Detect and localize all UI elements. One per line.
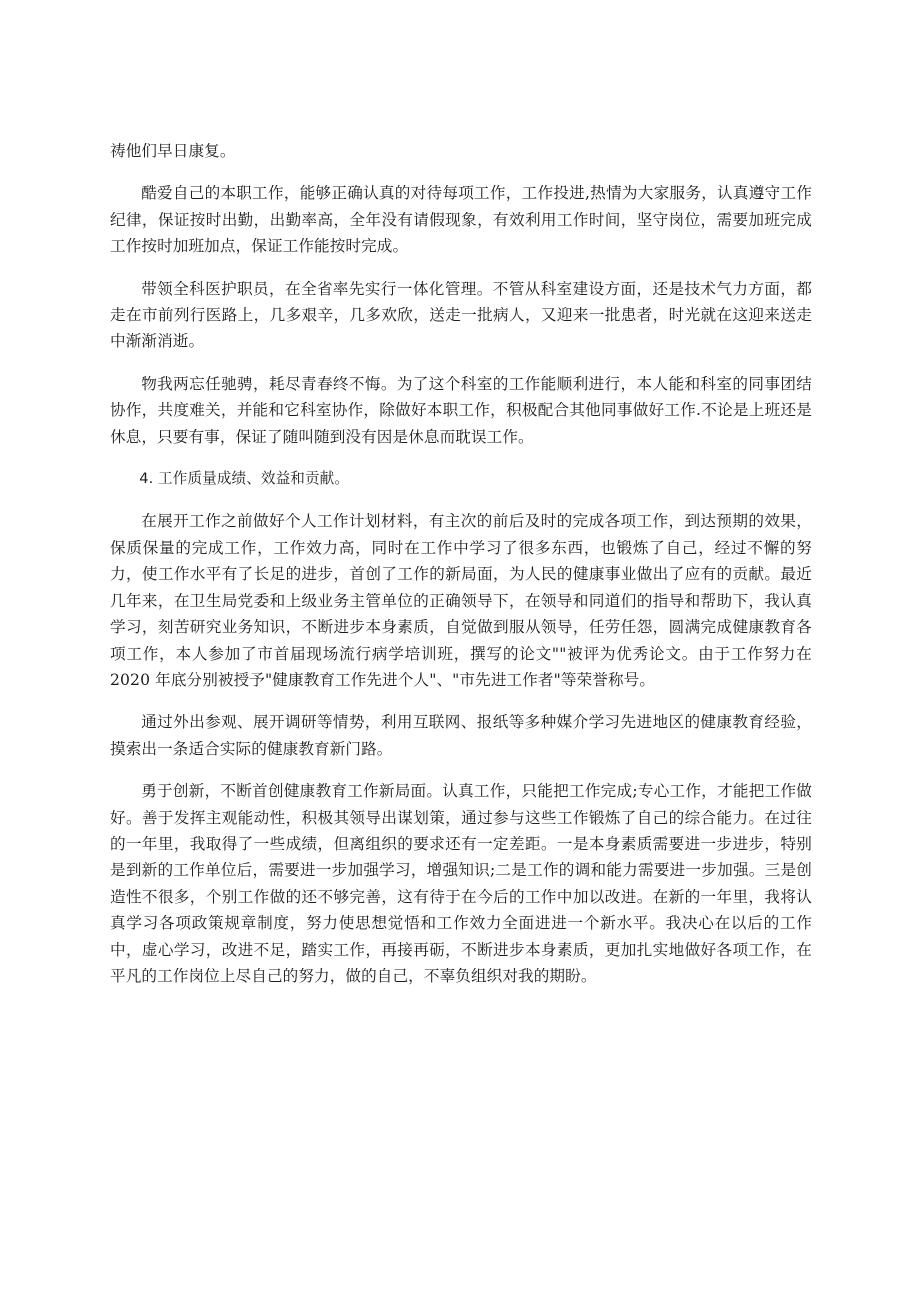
paragraph-achievements: 在展开工作之前做好个人工作计划材料，有主次的前后及时的完成各项工作，到达预期的效果，保质保量的完成工作，工作效力高，同时在工作中学习了很多东西，也锻炼了自己，经过不懈的努力，使工作水平有了长足的进步，首创了工作的新局面，为人民的健康事业做出了应有的贡献。最近几年来，在卫生局党委和上级业务主管单位的正确领导下，在领导和同道们的指导和帮助下，我认真学习，刻苦研究业务知识，不断进步本身素质，自觉做到服从领导，任劳任怨，圆满完成健康教育各项工作，本人参加了市首届现场流行病学培训班，撰写的论文""被评为优秀论文。由于工作努力在 2020 年底分别被授予"健康教育工作先进个人"、"市先进工作者"等荣誉称号。: [110, 512, 812, 689]
paragraph-teamwork: 物我两忘任驰骋，耗尽青春终不悔。为了这个科室的工作能顺利进行，本人能和科室的同事团结协作，共度难关，并能和它科室协作，除做好本职工作，积极配合其他同事做好工作.不论是上班还是休息，只要有事，保证了随叫随到没有因是休息而耽误工作。: [110, 374, 812, 446]
paragraph-innovation: 勇于创新，不断首创健康教育工作新局面。认真工作，只能把工作完成;专心工作，才能把工作做好。善于发挥主观能动性，积极其领导出谋划策，通过参与这些工作锻炼了自己的综合能力。在过往的一年里，我取得了一些成绩，但离组织的要求还有一定差距。一是本身素质需要进一步进步，特别是到新的工作单位后，需要进一步加强学习，增强知识;二是工作的调和能力需要进一步加强。三是创造性不很多，个别工作做的还不够完善，这有待于在今后的工作中加以改进。在新的一年里，我将认真学习各项政策规章制度，努力使思想觉悟和工作效力全面进进一个新水平。我决心在以后的工作中，虚心学习，改进不足，踏实工作，再接再砺，不断进步本身素质，更加扎实地做好各项工作，在平凡的工作岗位上尽自己的努力，做的自己，不辜负组织对我的期盼。: [110, 782, 812, 985]
paragraph-continuation: 祷他们早日康复。: [110, 142, 236, 160]
paragraph-learning: 通过外出参观、展开调研等情势，利用互联网、报纸等多种媒介学习先进地区的健康教育经验，摸索出一条适合实际的健康教育新门路。: [110, 713, 812, 758]
paragraph-department-management: 带领全科医护职员，在全省率先实行一体化管理。不管从科室建设方面，还是技术气力方面，都走在市前列行医路上，几多艰辛，几多欢欣，送走一批病人，又迎来一批患者，时光就在这迎来送走中渐渐消逝。: [110, 279, 812, 351]
section-heading-quality: 4. 工作质量成绩、效益和贡献。: [139, 470, 350, 488]
document-body: [110, 138, 812, 1005]
paragraph-work-attitude: 酷爱自己的本职工作，能够正确认真的对待每项工作，工作投进,热情为大家服务，认真遵守工作纪律，保证按时出勤，出勤率高，全年没有请假现象，有效利用工作时间，坚守岗位，需要加班完成工作按时加班加点，保证工作能按时完成。: [110, 184, 812, 256]
